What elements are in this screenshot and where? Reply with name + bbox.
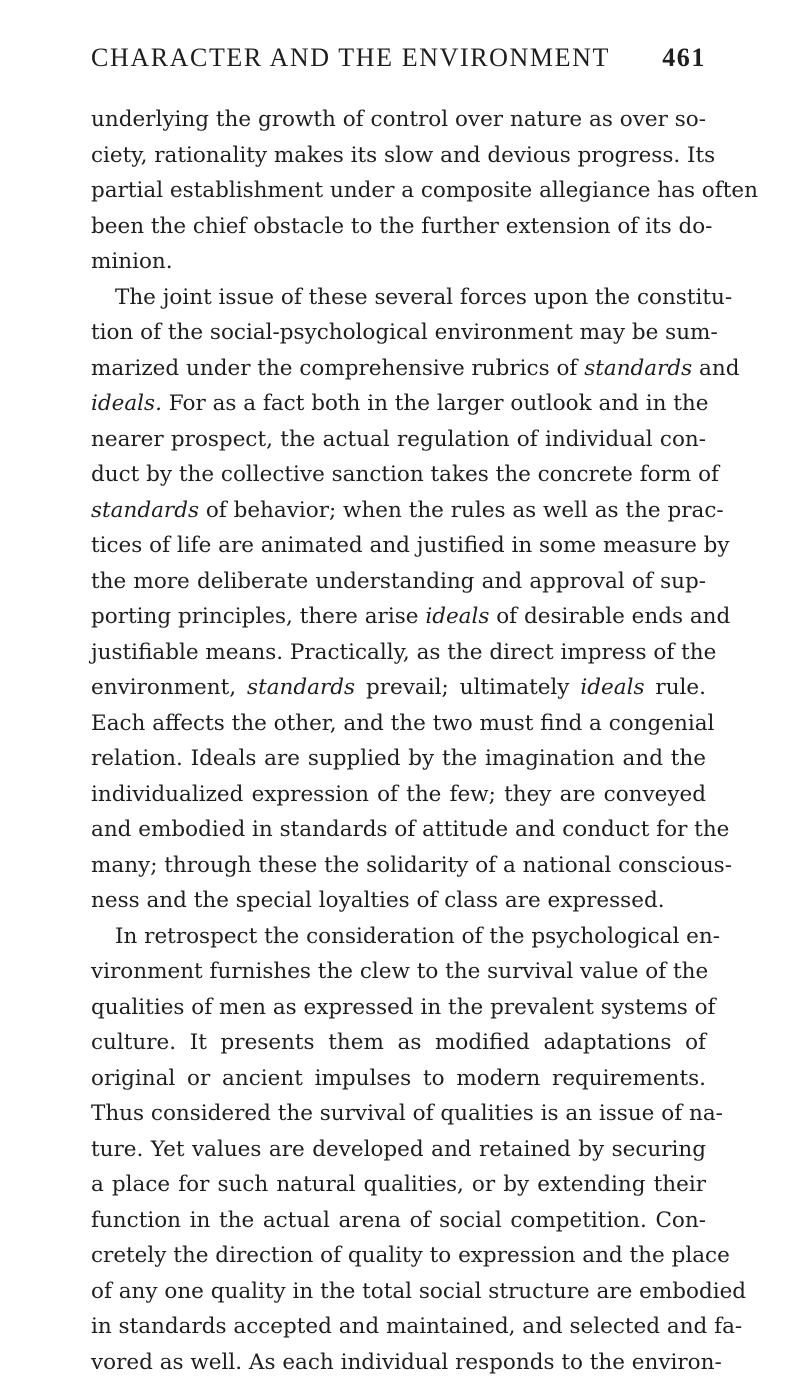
text-segment: tices of life are animated and justified in some measure by [91, 533, 730, 558]
text-line [91, 1167, 706, 1203]
text-segment: of any one quality in the total social structure are embodied [91, 1279, 746, 1304]
body-text [91, 102, 706, 1380]
text-line [91, 670, 706, 706]
text-line [91, 812, 706, 848]
page-number: 461 [662, 36, 706, 80]
text-segment: been the chief obstacle to the further extension of its do- [91, 214, 712, 239]
text-line [91, 173, 706, 209]
text-segment: ciety, rationality makes its slow and devious progress. Its [91, 143, 715, 168]
text-segment: environment, [91, 675, 247, 700]
text-line [91, 706, 706, 742]
text-line [91, 1274, 706, 1310]
text-line [91, 493, 706, 529]
text-line [91, 1203, 706, 1239]
text-segment: vored as well. As each individual responds to the environ- [91, 1350, 722, 1375]
text-line [91, 102, 706, 138]
italic-term: standards [584, 356, 692, 381]
text-line [91, 1132, 706, 1168]
running-head-title: CHARACTER AND THE ENVIRONMENT [91, 36, 610, 80]
text-segment: of desirable ends and [489, 604, 730, 629]
text-segment: and embodied in standards of attitude and conduct for the [91, 817, 729, 842]
text-segment: duct by the collective sanction takes the concrete form of [91, 462, 719, 487]
text-line [91, 1025, 706, 1061]
text-line [91, 1309, 706, 1345]
text-segment: vironment furnishes the clew to the survival value of the [91, 959, 708, 984]
text-segment: partial establishment under a composite allegiance has often [91, 178, 758, 203]
text-segment: For as a fact both in the larger outlook and in the [162, 391, 709, 416]
italic-term: ideals. [91, 391, 162, 416]
text-line [91, 1061, 706, 1097]
text-line [91, 422, 706, 458]
text-segment: nearer prospect, the actual regulation of individual con- [91, 427, 706, 452]
text-segment: culture. It presents them as modified adaptations of [91, 1030, 706, 1055]
text-line [91, 635, 706, 671]
text-segment: Thus considered the survival of qualities is an issue of na- [91, 1101, 723, 1126]
text-segment: ness and the special loyalties of class are expressed. [91, 888, 665, 913]
text-line [91, 1238, 706, 1274]
text-segment: and [692, 356, 739, 381]
text-line [91, 564, 706, 600]
text-line [91, 990, 706, 1026]
text-segment: Each affects the other, and the two must find a congenial [91, 711, 714, 736]
text-segment: prevail; ultimately [355, 675, 580, 700]
italic-term: ideals [580, 675, 644, 700]
text-segment: in standards accepted and maintained, and selected and fa- [91, 1314, 742, 1339]
text-line [91, 386, 706, 422]
text-segment: function in the actual arena of social competition. Con- [91, 1208, 706, 1233]
running-head [91, 36, 706, 80]
text-segment: individualized expression of the few; they are conveyed [91, 782, 706, 807]
text-line [91, 848, 706, 884]
text-segment: relation. Ideals are supplied by the imagination and the [91, 746, 706, 771]
text-line [91, 883, 706, 919]
text-line [91, 280, 706, 316]
book-page [91, 36, 706, 1380]
text-segment: minion. [91, 249, 173, 274]
text-segment: The joint issue of these several forces upon the constitu- [115, 285, 732, 310]
text-segment: porting principles, there arise [91, 604, 425, 629]
italic-term: ideals [425, 604, 489, 629]
text-segment: original or ancient impulses to modern requirements. [91, 1066, 706, 1091]
text-line [91, 741, 706, 777]
text-segment: underlying the growth of control over nature as over so- [91, 107, 706, 132]
text-line [91, 1096, 706, 1132]
text-line [91, 209, 706, 245]
text-segment: tion of the social-psychological environment may be sum- [91, 320, 718, 345]
text-line [91, 954, 706, 990]
text-segment: the more deliberate understanding and approval of sup- [91, 569, 706, 594]
text-segment: qualities of men as expressed in the prevalent systems of [91, 995, 716, 1020]
text-segment: cretely the direction of quality to expression and the place [91, 1243, 730, 1268]
italic-term: standards [247, 675, 355, 700]
text-line [91, 1345, 706, 1380]
text-segment: In retrospect the consideration of the psychological en- [115, 924, 720, 949]
text-line [91, 777, 706, 813]
text-line [91, 244, 706, 280]
italic-term: standards [91, 498, 199, 523]
text-segment: a place for such natural qualities, or by extending their [91, 1172, 706, 1197]
text-segment: of behavior; when the rules as well as the prac- [199, 498, 724, 523]
text-line [91, 138, 706, 174]
text-line [91, 315, 706, 351]
text-line [91, 528, 706, 564]
text-segment: rule. [644, 675, 706, 700]
text-segment: ture. Yet values are developed and retained by securing [91, 1137, 706, 1162]
text-segment: justifiable means. Practically, as the direct impress of the [91, 640, 716, 665]
text-segment: marized under the comprehensive rubrics of [91, 356, 584, 381]
text-line [91, 919, 706, 955]
text-line [91, 599, 706, 635]
text-line [91, 457, 706, 493]
text-line [91, 351, 706, 387]
text-segment: many; through these the solidarity of a national conscious- [91, 853, 732, 878]
